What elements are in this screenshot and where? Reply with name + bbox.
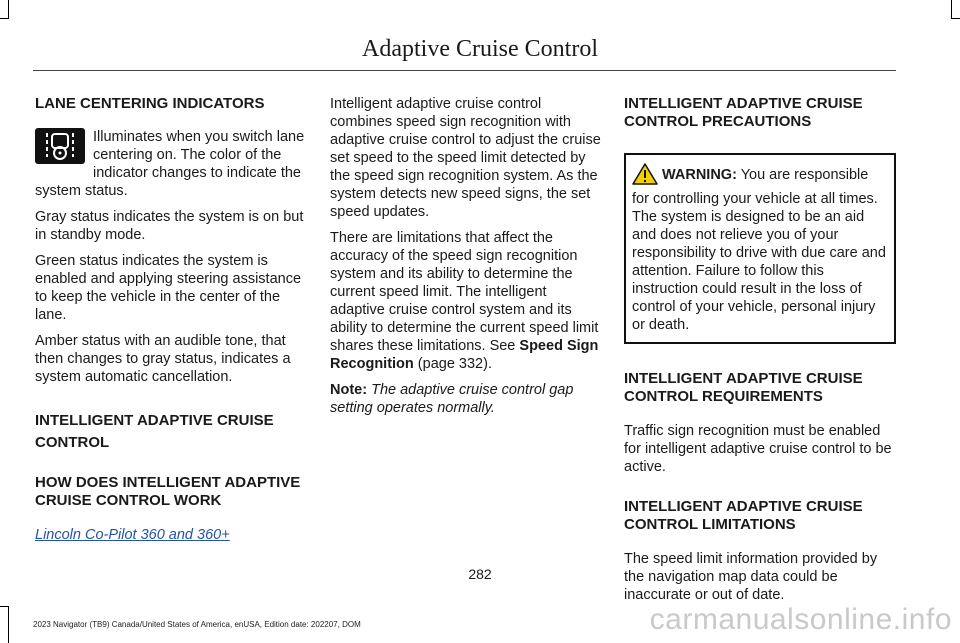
- header-divider: [33, 70, 896, 71]
- paragraph: The speed limit information provided by the navigation map data could be inaccurate or out of date.: [624, 551, 878, 603]
- section-heading: LANE CENTERING INDICATORS: [35, 95, 265, 112]
- section-heading: INTELLIGENT ADAPTIVE CRUISE: [35, 412, 274, 429]
- subsection-heading: HOW DOES INTELLIGENT ADAPTIVE CRUISE CONTROL WORK: [35, 474, 301, 509]
- crop-mark: [951, 0, 952, 18]
- paragraph: Gray status indicates the system is on but in standby mode.: [35, 209, 304, 243]
- indicator-description: Illuminates when you switch lane centering on. The color of the indicator changes to indicate the system status.: [35, 129, 305, 199]
- note-text: The adaptive cruise control gap setting operates normally.: [330, 382, 574, 416]
- paragraph: Traffic sign recognition must be enabled for intelligent adaptive cruise control to be active.: [624, 423, 892, 475]
- lane-centering-icon: [35, 128, 85, 164]
- page-number: 282: [468, 566, 492, 582]
- warning-box: [624, 153, 896, 344]
- note-label: Note:: [330, 382, 368, 398]
- section-heading: INTELLIGENT ADAPTIVE CRUISE CONTROL LIMITATIONS: [624, 498, 863, 533]
- indicator-block: [35, 128, 309, 208]
- page-reference: (page 332).: [413, 356, 492, 372]
- warning-triangle-icon: [632, 163, 658, 190]
- crop-mark: [951, 18, 960, 19]
- note: [330, 381, 604, 417]
- crop-mark: [0, 606, 9, 607]
- speed-sign-recognition-link[interactable]: Speed Sign Recognition: [330, 338, 599, 372]
- page-title: Adaptive Cruise Control: [362, 36, 598, 62]
- section-heading: INTELLIGENT ADAPTIVE CRUISE CONTROL PRECAUTIONS: [624, 95, 863, 130]
- footer: 2023 Navigator (TB9) Canada/United States of America, enUSA, Edition date: 202207, DOM: [33, 620, 361, 629]
- warning-label: WARNING:: [662, 167, 737, 183]
- section-heading: INTELLIGENT ADAPTIVE CRUISE CONTROL REQUIREMENTS: [624, 370, 863, 405]
- paragraph-text: There are limitations that affect the accuracy of the speed sign recognition system and its ability to determine the current speed limit. The intelligent adaptive cruise control system and its ability to determine the current speed limit shares these limitations. See: [330, 230, 599, 354]
- section-heading: CONTROL: [35, 434, 110, 451]
- copilot-link[interactable]: Lincoln Co-Pilot 360 and 360+: [35, 527, 230, 543]
- paragraph: Intelligent adaptive cruise control combines speed sign recognition with adaptive cruise control to adjust the cruise set speed to the speed limit detected by the speed sign recognition system. As the system detects new speed signs, the set speed updates.: [330, 96, 601, 220]
- paragraph: Amber status with an audible tone, that then changes to gray status, indicates a system automatic cancellation.: [35, 333, 291, 385]
- crop-mark: [8, 0, 9, 18]
- watermark: carmanualsonline.info: [649, 603, 952, 636]
- warning-text: You are responsible for controlling your vehicle at all times. The system is designed to be an aid and does not relieve you of your responsibility to drive with due care and attention. Failure to follow this instruction could result in the loss of control of your vehicle, personal injury or death.: [632, 167, 886, 333]
- paragraph: Green status indicates the system is enabled and applying steering assistance to keep the vehicle in the center of the lane.: [35, 253, 302, 323]
- column-1: [35, 95, 309, 544]
- column-2: [330, 95, 604, 425]
- crop-mark: [8, 606, 9, 643]
- crop-mark: [0, 18, 9, 19]
- paragraph: [330, 229, 604, 373]
- column-3: [624, 95, 896, 612]
